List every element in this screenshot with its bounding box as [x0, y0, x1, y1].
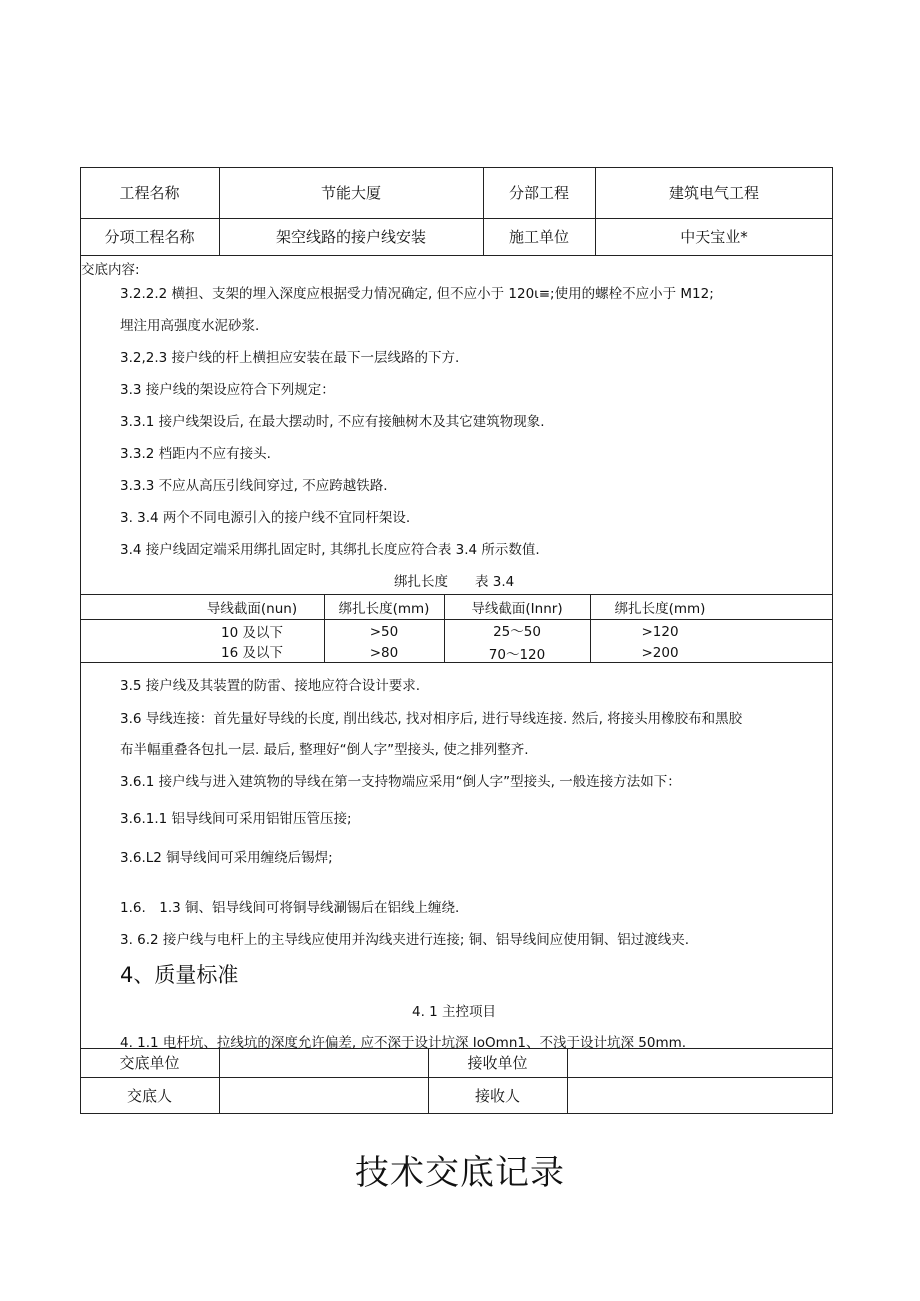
section-title: 4、质量标准 — [120, 963, 239, 987]
handover-unit-value[interactable] — [219, 1048, 428, 1077]
paragraph: 3. 3.4 两个不同电源引入的接户线不宜同杆架设. — [120, 510, 411, 526]
paragraph: 3.3.1 接户线架设后, 在最大摆动时, 不应有接触树木及其它建筑物现象. — [120, 414, 545, 430]
handover-unit-label: 交底单位 — [119, 1054, 180, 1072]
paragraph: 3.3.3 不应从高压引线间穿过, 不应跨越铁路. — [120, 478, 388, 494]
table-cell: 25～50 — [493, 624, 541, 640]
paragraph: 3.3 接户线的架设应符合下列规定： — [120, 382, 335, 398]
receiver-value[interactable] — [567, 1077, 833, 1114]
project-name-label: 工程名称 — [119, 184, 180, 202]
paragraph: 4. 1.1 电杆坑、拉线坑的深度允许偏差, 应不深于设计坑深 IoOmn1、不浅于设计坑深 50mm. — [120, 1035, 687, 1051]
handover-person-value[interactable] — [219, 1077, 428, 1114]
division-value: 建筑电气工程 — [668, 184, 759, 202]
table-header-cell: 导线截面(nun) — [206, 600, 298, 617]
contractor-value: 中天宝业* — [680, 228, 748, 246]
paragraph: 3.2,2.3 接户线的杆上横担应安装在最下一层线路的下方. — [120, 350, 460, 366]
division-label: 分部工程 — [508, 184, 569, 202]
table-cell: >120 — [641, 624, 679, 640]
subitem-value: 架空线路的接户线安装 — [275, 228, 426, 246]
table-cell: 10 及以下 — [221, 625, 283, 641]
subsection-title: 4. 1 主控项目 — [412, 1004, 497, 1020]
handover-person-label: 交底人 — [126, 1087, 172, 1105]
paragraph: 1.6. 1.3 铜、铝导线间可将铜导线涮锡后在铝线上缠绕. — [120, 900, 460, 916]
table-cell: >200 — [641, 645, 679, 661]
receiving-unit-label: 接收单位 — [467, 1054, 528, 1072]
table-cell: 70～120 — [488, 647, 546, 663]
paragraph: 3.6 导线连接：首先量好导线的长度, 削出线芯, 找对相序后, 进行导线连接. 然后, 将接头用橡胶布和黑胶 — [120, 711, 743, 727]
subitem-label: 分项工程名称 — [104, 228, 195, 246]
paragraph: 3.6.1.1 铝导线间可采用铝钳压管压接; — [120, 811, 352, 827]
paragraph: 埋注用高强度水泥砂浆. — [120, 318, 260, 334]
project-name-value: 节能大厦 — [320, 184, 381, 202]
row-divider — [80, 255, 833, 256]
paragraph: 3.3.2 档距内不应有接头. — [120, 446, 271, 462]
table-cell: >50 — [369, 624, 399, 640]
table-header-cell: 绑扎长度(mm) — [614, 600, 706, 617]
document-title: 技术交底记录 — [355, 1153, 565, 1193]
table-cell: 16 及以下 — [221, 645, 283, 661]
paragraph: 布半幅重叠各包扎一层. 最后, 整理好“倒人字”型接头, 使之排列整齐. — [120, 742, 529, 758]
receiver-label: 接收人 — [474, 1087, 520, 1105]
table-cell: >80 — [369, 645, 399, 661]
paragraph: 3.6.L2 铜导线间可采用缠绕后锡焊; — [120, 850, 333, 866]
table-header-cell: 绑扎长度(mm) — [338, 600, 430, 617]
contractor-label: 施工单位 — [508, 228, 569, 246]
paragraph: 3.6.1 接户线与进入建筑物的导线在第一支持物端应采用“倒人字”型接头, 一般连接方法如下： — [120, 774, 681, 790]
table-caption: 绑扎长度 表 3.4 — [394, 574, 515, 590]
paragraph: 3.5 接户线及其装置的防雷、接地应符合设计要求. — [120, 678, 421, 694]
paragraph: 3.4 接户线固定端采用绑扎固定时, 其绑扎长度应符合表 3.4 所示数值. — [120, 542, 540, 558]
paragraph: 3. 6.2 接户线与电杆上的主导线应使用并沟线夹进行连接; 铜、铝导线间应使用铜、铝过渡线夹. — [120, 932, 690, 948]
content-heading: 交底内容: — [81, 262, 140, 278]
table-header-cell: 导线截面(Innr) — [471, 600, 563, 617]
receiving-unit-value[interactable] — [567, 1048, 833, 1077]
paragraph: 3.2.2.2 横担、支架的埋入深度应根据受力情况确定, 但不应小于 120ι≡;使用的螺栓不应小于 M12; — [120, 286, 714, 302]
